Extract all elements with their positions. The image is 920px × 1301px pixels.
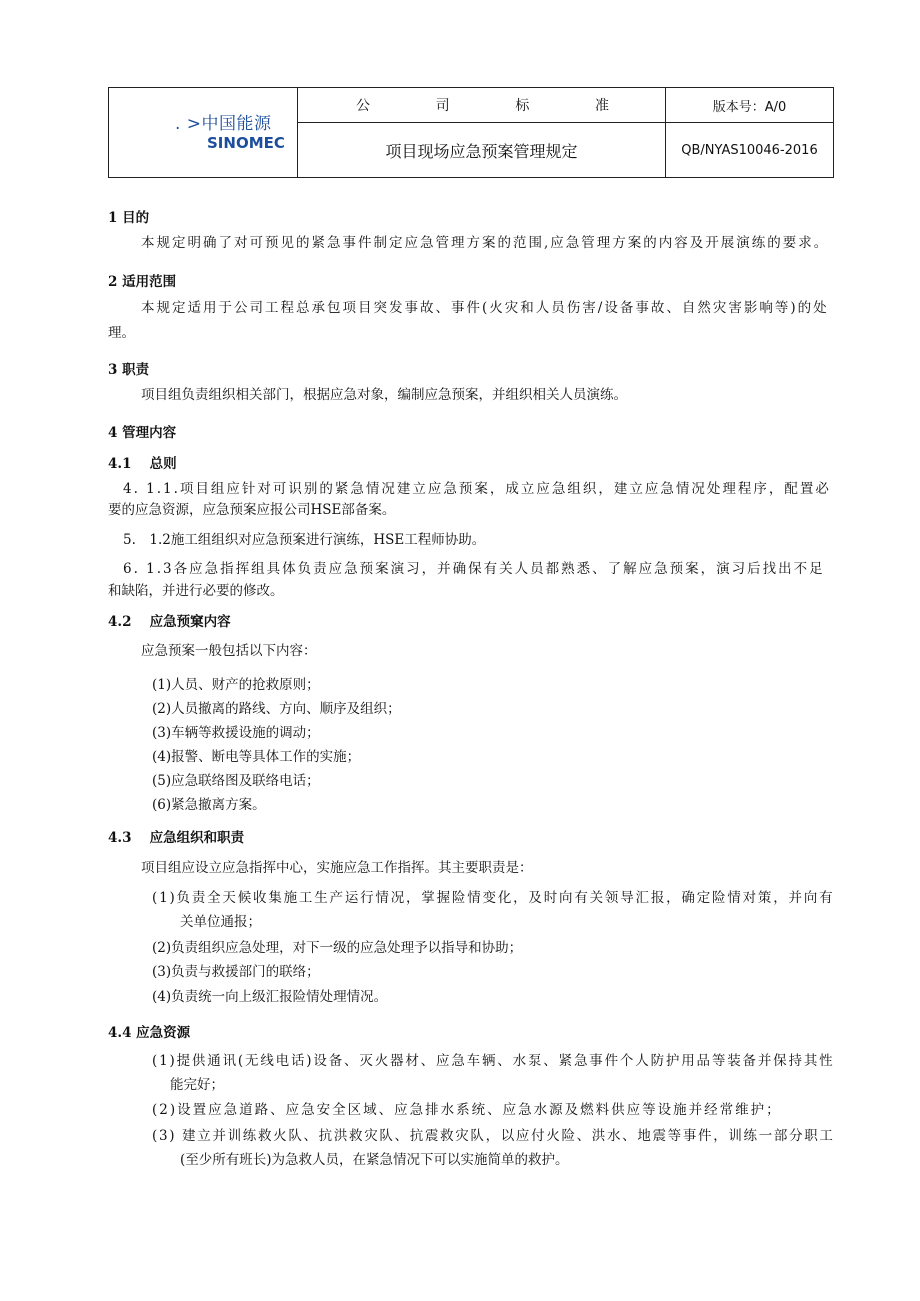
list-item: (2)人员撤离的路线、方向、顺序及组织； xyxy=(152,701,401,717)
paragraph: 项目组应设立应急指挥中心，实施应急工作指挥。其主要职责是： xyxy=(141,860,533,876)
subsection-heading: 4.1 总则 xyxy=(108,456,177,472)
subsection-heading: 4.2 应急预窠内容 xyxy=(108,614,231,630)
list-item: (3)负责与救援部门的联络； xyxy=(152,964,320,980)
paragraph-line: 6. 1.3各应急指挥组具体负责应急预案演习，并确保有关人员都熟悉、了解应急预案，演习后找出不足 xyxy=(123,561,825,577)
document-code: QB/NYAS10046-2016 xyxy=(666,123,834,178)
subsection-heading: 4.4 应急资源 xyxy=(108,1025,191,1041)
paragraph-line: 4. 1.1.项目组应针对可识别的紧急情况建立应急预案，成立应急组织，建立应急情况处理程序，配置必 xyxy=(123,481,831,497)
standard-char: 标 xyxy=(515,98,530,114)
list-item-line: 能完好； xyxy=(170,1077,224,1093)
section-heading: 4 管理内容 xyxy=(108,425,177,441)
list-item-line: (1)负责全天候收集施工生产运行情况，掌握险情变化，及时向有关领导汇报，确定险情对策，并向有 xyxy=(152,890,835,906)
list-item-line: (至少所有班长)为急救人员，在紧急情况下可以实施简单的救护。 xyxy=(180,1152,569,1168)
section-heading: 3 职责 xyxy=(108,362,150,378)
list-item: (4)负责统一向上级汇报险情处理情况。 xyxy=(152,989,388,1005)
standard-char: 司 xyxy=(435,98,450,114)
list-item: (1)人员、财产的抢救原则； xyxy=(152,677,320,693)
section-heading: 1 目的 xyxy=(108,210,150,226)
standard-type-cell xyxy=(298,88,666,123)
list-item-line: (3) 建立并训练救火队、抗洪救灾队、抗震救灾队，以应付火险、洪水、地震等事件，训练一部分职工 xyxy=(152,1128,835,1144)
paragraph: 5. 1.2施工组组织对应急预案进行演练，HSE工程师协助。 xyxy=(123,532,486,548)
list-item-line: (1)提供通讯(无线电话)设备、灭火器材、应急车辆、水泵、紧急事件个人防护用品等装备并保持其性 xyxy=(152,1053,835,1069)
paragraph: 应急预案一般包括以下内容： xyxy=(141,643,317,659)
list-item: (6)紧急撤离方案。 xyxy=(152,797,266,813)
standard-char: 公 xyxy=(356,98,370,114)
subsection-heading: 4.3 应急组织和职责 xyxy=(108,830,245,846)
paragraph-line: 理。 xyxy=(108,325,135,341)
logo-english-text: SINOMEC xyxy=(207,133,285,152)
version-number: 版本号：A/0 xyxy=(666,88,834,123)
paragraph-line: 本规定适用于公司工程总承包项目突发事故、事件(火灾和人员伤害/设备事故、自然灾害影响等)的处 xyxy=(141,300,829,316)
list-item: (3)车辆等救援设施的调动； xyxy=(152,725,320,741)
paragraph: 本规定明确了对可预见的紧急事件制定应急管理方案的范围,应急管理方案的内容及开展演练的要求。 xyxy=(141,235,830,251)
list-item: (4)报警、断电等具体工作的实施； xyxy=(152,749,361,765)
company-logo xyxy=(109,114,297,152)
paragraph-line: 要的应急资源，应急预案应报公司HSE部备案。 xyxy=(108,502,396,518)
list-item: (2)负责组织应急处理，对下一级的应急处理予以指导和协助； xyxy=(152,940,523,956)
list-item: (5)应急联络图及联络电话； xyxy=(152,773,320,789)
list-item: (2)设置应急道路、应急安全区域、应急排水系统、应急水源及燃料供应等设施并经常维护； xyxy=(152,1102,782,1118)
document-header-table xyxy=(108,87,834,178)
paragraph-line: 和缺陷，并进行必要的修改。 xyxy=(108,583,284,599)
document-title: 项目现场应急预案管理规定 xyxy=(298,123,666,178)
paragraph: 项目组负责组织相关部门，根据应急对象，编制应急预案，并组织相关人员演练。 xyxy=(141,387,627,403)
logo-chinese-text: . >中国能源 xyxy=(175,113,272,134)
logo-cell xyxy=(109,88,298,178)
standard-char: 准 xyxy=(594,98,609,114)
section-heading: 2 适用范围 xyxy=(108,274,177,290)
list-item-line: 关单位通报； xyxy=(180,914,261,930)
